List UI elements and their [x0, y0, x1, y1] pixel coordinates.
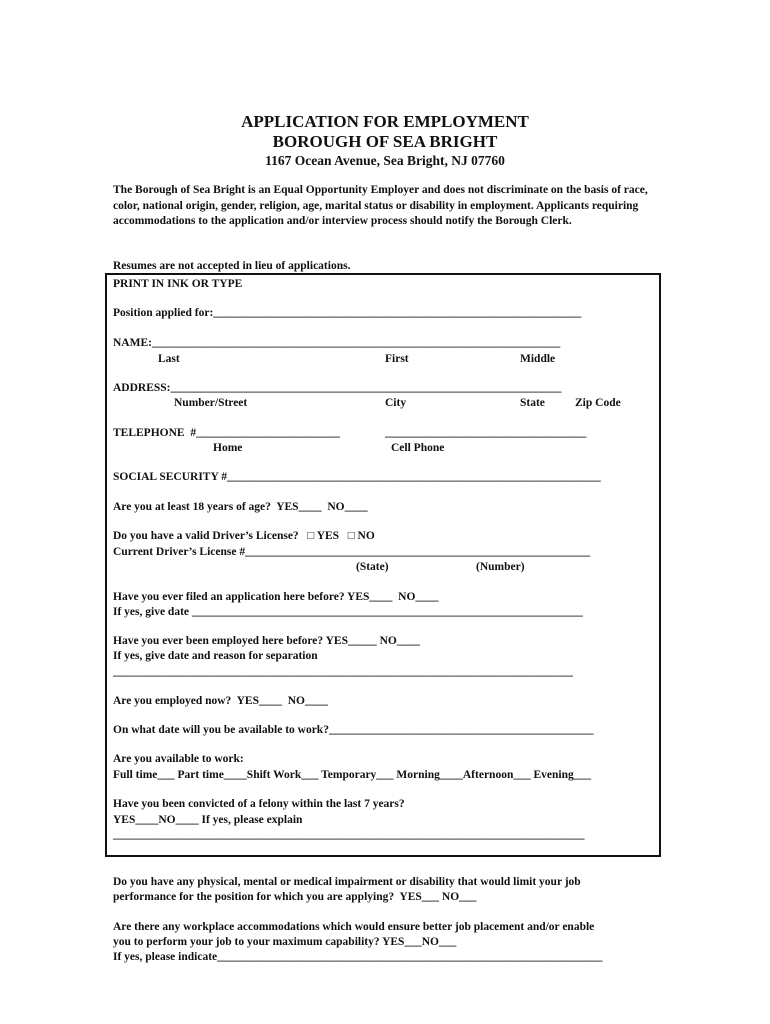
office-address: 1167 Ocean Avenue, Sea Bright, NJ 07760: [265, 153, 505, 168]
telephone-home-field[interactable]: TELEPHONE #_________________________: [113, 427, 340, 439]
accommodation-question-line-1: Are there any workplace accommodations which would ensure better job placement and/or enable: [113, 921, 595, 933]
accommodation-indicate-field[interactable]: If yes, please indicate___________________________________________________________________: [113, 951, 603, 963]
filed-before-date-field[interactable]: If yes, give date ____________________________________________________________________: [113, 606, 583, 618]
license-number-field[interactable]: Current Driver’s License #____________________________________________________________: [113, 546, 591, 558]
telephone-cell-label: Cell Phone: [391, 442, 445, 454]
telephone-home-label: Home: [213, 442, 243, 454]
age-question[interactable]: Are you at least 18 years of age? YES____ NO____: [113, 501, 368, 513]
eoe-statement: The Borough of Sea Bright is an Equal Opportunity Employer and does not discriminate on the basis of race, color, national origin, gender, religion, age, marital status or disability in employment. Applicants requiring accommodations to the application and/or interview process should notify the Borough Clerk.: [113, 184, 648, 227]
name-last-label: Last: [158, 353, 180, 365]
name-middle-label: Middle: [520, 353, 556, 365]
title-line-1: APPLICATION FOR EMPLOYMENT: [241, 112, 529, 131]
license-state-label: (State): [356, 561, 389, 573]
employed-before-reason-label: If yes, give date and reason for separation: [113, 650, 318, 662]
address-field[interactable]: ADDRESS:____________________________________________________________________: [113, 382, 562, 394]
address-zip-label: Zip Code: [575, 397, 621, 409]
title-line-2: BOROUGH OF SEA BRIGHT: [272, 132, 498, 151]
position-field[interactable]: Position applied for:________________________________________________________________: [113, 307, 582, 319]
employed-before-reason-field[interactable]: ________________________________________________________________________________: [113, 666, 573, 678]
license-question[interactable]: Do you have a valid Driver’s License? □ YES □ NO: [113, 530, 375, 542]
employed-before-question[interactable]: Have you ever been employed here before? YES_____ NO____: [113, 635, 420, 647]
impairment-question-line-2[interactable]: performance for the position for which you are applying? YES___ NO___: [113, 891, 477, 903]
license-number-label: (Number): [476, 561, 525, 573]
available-date-field[interactable]: On what date will you be available to work?______________________________________________: [113, 724, 594, 736]
accommodation-question-line-2[interactable]: you to perform your job to your maximum capability? YES___NO___: [113, 936, 457, 948]
ssn-field[interactable]: SOCIAL SECURITY #_________________________________________________________________: [113, 471, 601, 483]
available-to-work-heading: Are you available to work:: [113, 753, 244, 765]
name-field[interactable]: NAME:_______________________________________________________________________: [113, 337, 561, 349]
print-instruction: PRINT IN INK OR TYPE: [113, 278, 243, 290]
employed-now-question[interactable]: Are you employed now? YES____ NO____: [113, 695, 328, 707]
telephone-cell-field[interactable]: ___________________________________: [385, 427, 587, 439]
address-street-label: Number/Street: [174, 397, 248, 409]
address-city-label: City: [385, 397, 407, 409]
resumes-note: Resumes are not accepted in lieu of applications.: [113, 260, 351, 272]
address-state-label: State: [520, 397, 545, 409]
available-options[interactable]: Full time___ Part time____Shift Work___ Temporary___ Morning____Afternoon___ Evening___: [113, 769, 591, 781]
name-first-label: First: [385, 353, 409, 365]
impairment-question-line-1: Do you have any physical, mental or medical impairment or disability that would limit your job: [113, 876, 581, 888]
felony-answer-field[interactable]: YES____NO____ If yes, please explain: [113, 814, 303, 826]
felony-question: Have you been convicted of a felony within the last 7 years?: [113, 798, 405, 810]
felony-explain-field[interactable]: __________________________________________________________________________________: [113, 829, 585, 841]
filed-before-question[interactable]: Have you ever filed an application here before? YES____ NO____: [113, 591, 439, 603]
